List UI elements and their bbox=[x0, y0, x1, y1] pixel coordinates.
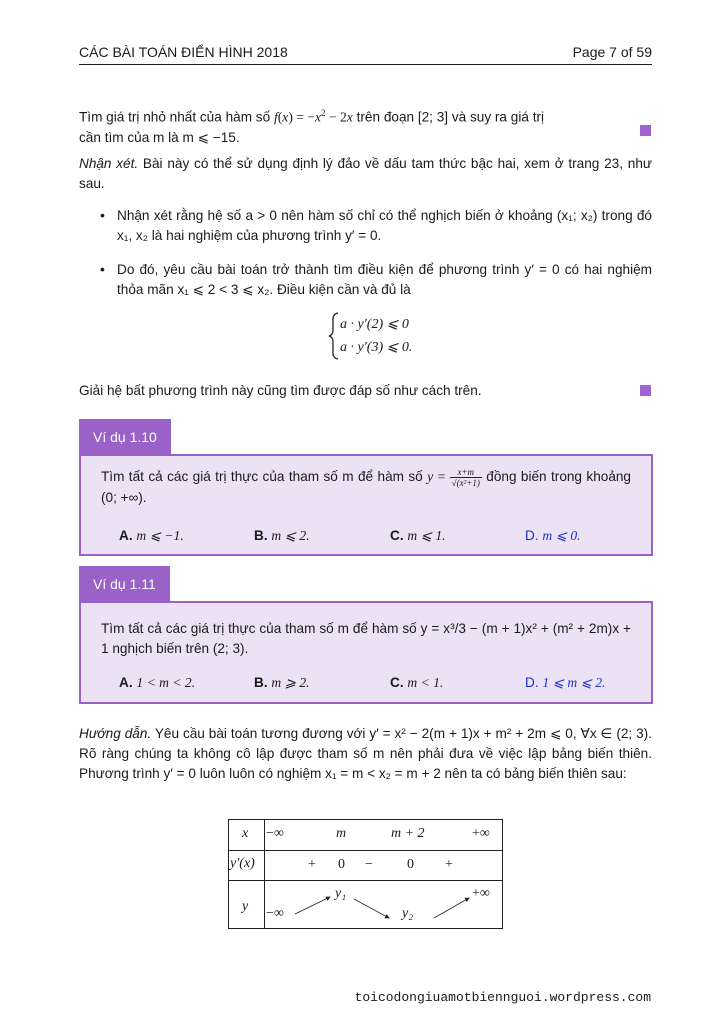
option-b: B. m ⩾ 2. bbox=[254, 675, 310, 690]
bullet-dot: • bbox=[100, 261, 105, 277]
sign-cell: 0 bbox=[338, 857, 345, 872]
x-value: −∞ bbox=[266, 826, 284, 841]
header-title: CÁC BÀI TOÁN ĐIỂN HÌNH 2018 bbox=[79, 44, 288, 60]
option-c: C. m < 1. bbox=[390, 675, 444, 690]
y-value: −∞ bbox=[266, 906, 284, 921]
bullet-item-1: Nhận xét rằng hệ số a > 0 nên hàm số chỉ có thể nghịch biến ở khoảng (x₁; x₂) trong đó x₁, x₂ là hai nghiệm của phương trình y′ = 0. bbox=[117, 208, 652, 243]
bullet-dot: • bbox=[100, 207, 105, 223]
remark-paragraph bbox=[79, 154, 652, 194]
intro-formula: f bbox=[273, 109, 278, 125]
fraction: $\frac{x+m}{\text{√(x²+1)}}$ bbox=[451, 467, 480, 488]
brace-icon bbox=[328, 312, 340, 360]
variation-table bbox=[228, 819, 503, 929]
intro-text-line2: cần tìm của m là m ⩽ −15. bbox=[79, 129, 240, 145]
x-value: +∞ bbox=[472, 826, 490, 841]
arrow-up-icon bbox=[295, 897, 330, 914]
intro-paragraph: Tìm giá trị nhỏ nhất của hàm số $f(x) = -x^2 - 2x$ trên đoạn [2; 3] và suy ra giá trị cần tìm của m là m ⩽ −15. bbox=[79, 108, 545, 145]
inequality-system bbox=[328, 312, 468, 360]
system-line-1: a · y′(2) ⩽ 0 bbox=[340, 317, 409, 332]
example-tag-1-10: Ví dụ 1.10 bbox=[79, 419, 171, 454]
page-header bbox=[79, 44, 652, 65]
footer-url: toicodongiuamotbiennguoi.wordpress.com bbox=[354, 990, 651, 1005]
sign-cell: − bbox=[365, 857, 373, 872]
conclusion-paragraph: Giải hệ bất phương trình này cũng tìm được đáp số như cách trên. bbox=[79, 383, 482, 398]
remark-label: Nhận xét. bbox=[79, 156, 139, 171]
guide-paragraph bbox=[79, 724, 652, 784]
option-c: C. m ⩽ 1. bbox=[390, 528, 446, 543]
remark-text: Bài này có thể sử dụng định lý đảo về dấu tam thức bậc hai, xem ở trang 23, như sau. bbox=[79, 156, 652, 191]
x-value: m + 2 bbox=[391, 826, 425, 841]
example-box-1-10 bbox=[79, 454, 653, 556]
guide-text: Yêu cầu bài toán tương đương với y′ = x² − 2(m + 1)x + m² + 2m ⩽ 0, ∀x ∈ (2; 3). Rõ ràng chúng ta không cô lập được tham số m nên phải đưa về việc lập bảng biến thiên. Phương trình y′ = 0 luôn luôn có nghiệm x₁ = m < x₂ = m + 2 nên ta có bảng biến thiên sau: bbox=[79, 726, 652, 781]
option-d-answer: D. m ⩽ 0. bbox=[525, 528, 581, 543]
arrow-up-icon bbox=[434, 898, 469, 918]
qed-square bbox=[640, 385, 651, 396]
sign-cell: + bbox=[308, 857, 316, 872]
example-tag-1-11: Ví dụ 1.11 bbox=[79, 566, 170, 601]
row-label-x: x bbox=[242, 826, 249, 841]
qed-square bbox=[640, 125, 651, 136]
variation-arrows bbox=[229, 820, 502, 928]
option-d-answer: D. 1 ⩽ m ⩽ 2. bbox=[525, 675, 606, 690]
y-value: +∞ bbox=[472, 886, 490, 901]
sign-cell: 0 bbox=[407, 857, 414, 872]
example-question-1-10: Tìm tất cả các giá trị thực của tham số m để hàm số y = $\frac{x+m}{\text{√(x²+1)}}$ đồng biến trong khoảng (0; +∞). bbox=[101, 467, 631, 505]
intro-text-a: Tìm giá trị nhỏ nhất của hàm số bbox=[79, 109, 274, 125]
option-b: B. m ⩽ 2. bbox=[254, 528, 310, 543]
guide-label: Hướng dẫn. bbox=[79, 726, 152, 741]
bullet-item-2: Do đó, yêu cầu bài toán trở thành tìm điều kiện để phương trình y′ = 0 có hai nghiệm thỏa mãn x₁ ⩽ 2 < 3 ⩽ x₂. Điều kiện cần và đủ là bbox=[117, 262, 652, 297]
option-a: A. m ⩽ −1. bbox=[119, 528, 184, 543]
option-a: A. 1 < m < 2. bbox=[119, 675, 196, 690]
arrow-down-icon bbox=[354, 899, 389, 918]
x-value: m bbox=[336, 826, 347, 841]
example-question-1-11: Tìm tất cả các giá trị thực của tham số m để hàm số y = x³/3 − (m + 1)x² + (m² + 2m)x + 1 nghịch biến trên (2; 3). bbox=[101, 621, 631, 656]
y-value: y₁ bbox=[335, 886, 347, 901]
row-label-y: y bbox=[242, 899, 249, 914]
header-page-number: Page 7 of 59 bbox=[572, 44, 652, 60]
example-box-1-11 bbox=[79, 601, 653, 704]
system-line-2: a · y′(3) ⩽ 0. bbox=[340, 340, 413, 355]
y-value: y₂ bbox=[402, 906, 414, 921]
intro-text-b: trên đoạn [2; 3] và suy ra giá trị bbox=[352, 109, 545, 125]
sign-cell: + bbox=[445, 857, 453, 872]
row-label-yprime: y′(x) bbox=[230, 856, 255, 871]
